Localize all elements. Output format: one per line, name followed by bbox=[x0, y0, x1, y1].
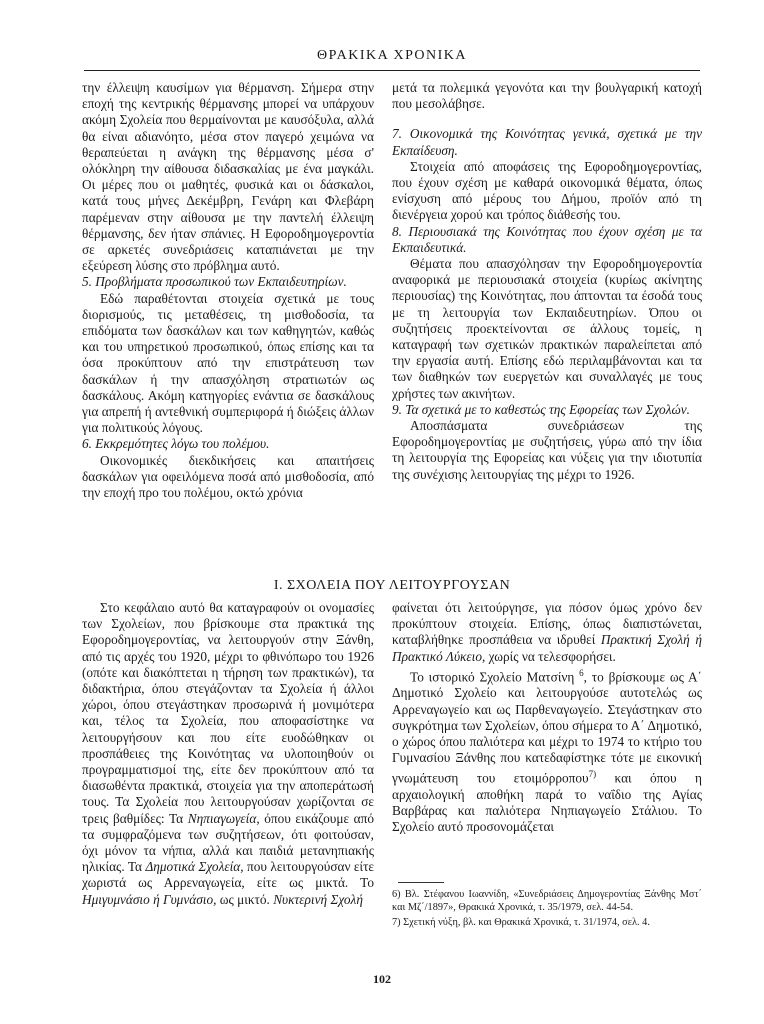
footnote-6: 6) Βλ. Στέφανου Ιωαννίδη, «Συνεδριάσεις Δημογεροντίας Ξάνθης Μστ΄ και Μζ΄/1897», Θρακικά Χρονικά, τ. 35/1979, σελ. 44-54. bbox=[392, 889, 702, 913]
text-run: Στο κεφάλαιο αυτό θα καταγραφούν οι ονομασίες των Σχολείων, που βρίσκουμε στα πρακτικά της Εφοροδημογεροντίας, να λειτουργούν στην Ξάνθη, από τις αρχές του 1920, μέχρι το φθινόπωρο του 1926 (οπότε και διακόπτεται η τήρηση των πρακτικών), τα διδακτήρια, όπου στεγάζονταν τα Σχολεία ή άλλοι χώροι, όπου στεγάστηκαν προσωρινά ή μονιμότερα και, τέλος τα Σχολεία, που αποφασίστηκε να λειτουργήσουν και που είτε ευοδώθηκαν οι προσπάθειες της Κοινότητας να υλοποιηθούν οι προγραμματισμοί της, είτε δεν προκύπτουν από τα διασωθέντα πρακτικά, στοιχεία για την αποπεράτωσή τους. Τα Σχολεία που λειτουργούσαν χωρίζονται σε τρεις βαθμίδες: Τα bbox=[82, 600, 374, 826]
text-run: , που λειτουργούσαν είτε χωριστά ως Αρρεναγωγεία, είτε ως μικτά. Το bbox=[82, 859, 375, 891]
right-column-bottom bbox=[392, 600, 702, 836]
heading-7-finances: 7. Οικονομικά της Κοινότητας γενικά, σχετικά με την Εκπαίδευση. bbox=[392, 126, 702, 158]
footnotes bbox=[392, 888, 702, 931]
footnote-7: 7) Σχετική νύξη, βλ. και Θρακικά Χρονικά, τ. 31/1974, σελ. 4. bbox=[392, 917, 650, 928]
heading-8-property: 8. Περιουσιακά της Κοινότητας που έχουν σχέση με τα Εκπαιδευτικά. bbox=[392, 223, 702, 255]
paragraph-continuation: μετά τα πολεμικά γεγονότα και την βουλγαρική κατοχή που μεσολάβησε. bbox=[392, 80, 702, 112]
text-run: και όπου η αρχαιολογική αποθήκη παρά το ναΐδιο της Αγίας Βαρβάρας και παλιότερα Νηπιαγωγείο Στάλιου. Το Σχολείο αυτό προσονομάζεται bbox=[392, 770, 702, 835]
left-column-bottom bbox=[82, 600, 374, 908]
paragraph-personnel: Εδώ παραθέτονται στοιχεία σχετικά με τους διορισμούς, τις μεταθέσεις, τη μισθοδοσία, τα επιδόματα των δασκάλων και των καθηγητών, καθώς και του υπηρετικού προσωπικού, όπως επίσης και τα όσα προκύπτουν από την επιστράτευση των δασκάλων ή την απασχόληση στρατιωτών ως δασκάλους. Ακόμη κατηγορίες ενάντια σε δασκάλους για απρεπή ή αντεθνική συμπεριφορά ή διώξεις άλλων για πολιτικούς λόγους. bbox=[82, 290, 374, 436]
paragraph-ephoria: Αποσπάσματα συνεδριάσεων της Εφοροδημογεροντίας με συζητήσεις, γύρω από την ίδια τη λειτουργία της Εφορείας και νύξεις για την ιδιοτυπία της συνέχισης λειτουργίας της μέχρι το 1926. bbox=[392, 418, 702, 482]
text-run: , το βρίσκουμε ως Α΄ Δημοτικό Σχολείο και λειτουργούσε αυτοτελώς ως Αρρεναγωγείο και ως Παρθεναγωγείο. Στεγάστηκαν στο συγκρότημα των Σχολείων, όπου σήμερα το Α΄ Δημοτικό, ο χώρος όπου παλιότερα και μέχρι το 1974 το κτήριο του Γυμνασίου Ξάνθης που κατεδαφίστηκε τότε με εικονική γνωμάτευση του ετοιμόρροπου bbox=[392, 669, 702, 786]
heading-9-ephoria: 9. Τα σχετικά με το καθεστώς της Εφορείας των Σχολών. bbox=[392, 401, 690, 417]
paragraph-heating: την έλλειψη καυσίμων για θέρμανση. Σήμερα στην εποχή της κεντρικής θέρμανσης μπορεί να υπάρχουν ακόμη Σχολεία που θερμαίνονται με καυσόξυλα, αλλά θα είναι αδιανόητο, μέσα στον παγερό χειμώνα να θεραπεύεται η ανάγκη της θέρμανσης μέσα σ' ολόκληρη την αίθουσα διδασκαλίας με ένα μαγκάλι. Οι μέρες που οι μαθητές, φυσικά και οι δάσκαλοι, κατά τους μήνες Δεκέμβρη, Γενάρη και Φλεβάρη παρέμεναν στην αίθουσα με την παντελή έλλειψη θέρμανσης, δεν ήταν σπάνιες. Η Εφοροδημογεροντία σε αρκετές συνεδριάσεις καταπιάνεται με την εξεύρεση λύσης στο πρόβλημα αυτό. bbox=[82, 80, 374, 274]
page-number: 102 bbox=[373, 972, 391, 986]
paragraph-schools-continued bbox=[392, 600, 702, 665]
paragraph-property: Θέματα που απασχόλησαν την Εφοροδημογεροντία αναφορικά με περιουσιακά στοιχεία (κυρίως ακίνητης περιουσίας) της Κοινότητας, που άπτονται τα έσοδά τους με τη λειτουργία των Εκπαιδευτηρίων. Όπου οι συζητήσεις προεκτείνονται σε άλλους τομείς, η καταγραφή των σχετικών πρακτικών παραλείπεται από την εργασία αυτή. Επίσης εδώ περιλαμβάνονται και τα των διαθηκών των ευεργετών και συναλλαγές με τους χρήστες των ακινήτων. bbox=[392, 256, 702, 401]
term-gymnasio: Ημιγυμνάσιο ή Γυμνάσιο bbox=[82, 891, 214, 907]
running-header: ΘΡΑΚΙΚΑ ΧΡΟΝΙΚΑ bbox=[317, 48, 467, 63]
footnote-ref-6[interactable]: 6 bbox=[579, 667, 584, 678]
paragraph-war-pending: Οικονομικές διεκδικήσεις και απαιτήσεις δασκάλων για οφειλόμενα ποσά από μισθοδοσία, από την εποχή προ του πολέμου, οκτώ χρόνια bbox=[82, 452, 374, 501]
paragraph-schools-overview bbox=[82, 600, 374, 908]
text-run: , χωρίς να τελεσφορήσει. bbox=[482, 648, 616, 664]
paragraph-matsini-school bbox=[392, 665, 702, 836]
term-nykterini: Νυκτερινή Σχολή bbox=[273, 891, 363, 907]
section-title: Ι. ΣΧΟΛΕΙΑ ΠΟΥ ΛΕΙΤΟΥΡΓΟΥΣΑΝ bbox=[273, 578, 511, 593]
heading-5-personnel: 5. Προβλήματα προσωπικού των Εκπαιδευτηρίων. bbox=[82, 274, 347, 290]
heading-6-war-pending: 6. Εκκρεμότητες λόγω του πολέμου. bbox=[82, 436, 270, 452]
footnote-ref-7[interactable]: 7) bbox=[588, 769, 597, 780]
text-run: , όπου εικάζουμε από τα συμφραζόμενα των συζητήσεων, ότι φοιτούσαν, όχι μόνον τα νήπια, αλλά και παιδιά μετανηπιακής ηλικίας. Τα bbox=[82, 810, 374, 875]
term-praktiki: Πρακτική Σχολή ή Πρακτικό Λύκειο bbox=[392, 632, 702, 664]
text-run: , ως μικτό. bbox=[213, 891, 274, 907]
header-rule bbox=[84, 70, 700, 71]
term-dimotika: Δημοτικά Σχολεία bbox=[145, 859, 241, 875]
text-run: φαίνεται ότι λειτούργησε, για πόσον όμως χρόνο δεν προκύπτουν στοιχεία. Επίσης, όπως διαπιστώνεται, καταβλήθηκε προσπάθεια να ιδρυθεί bbox=[392, 600, 702, 648]
term-nipiagogeia: Νηπιαγωγεία bbox=[187, 810, 257, 826]
left-column-top bbox=[82, 80, 374, 501]
right-column-top bbox=[392, 80, 702, 483]
footnote-rule bbox=[398, 882, 444, 883]
text-run: Το ιστορικό Σχολείο Ματσίνη bbox=[410, 669, 580, 685]
paragraph-finances: Στοιχεία από αποφάσεις της Εφοροδημογεροντίας, που έχουν σχέση με καθαρά οικονομικά θέματα, όπως ενίσχυση από μέρους του Δήμου, προϊόν από τη διενέργεια χορού και τρόπος διάθεσής του. bbox=[392, 158, 702, 223]
